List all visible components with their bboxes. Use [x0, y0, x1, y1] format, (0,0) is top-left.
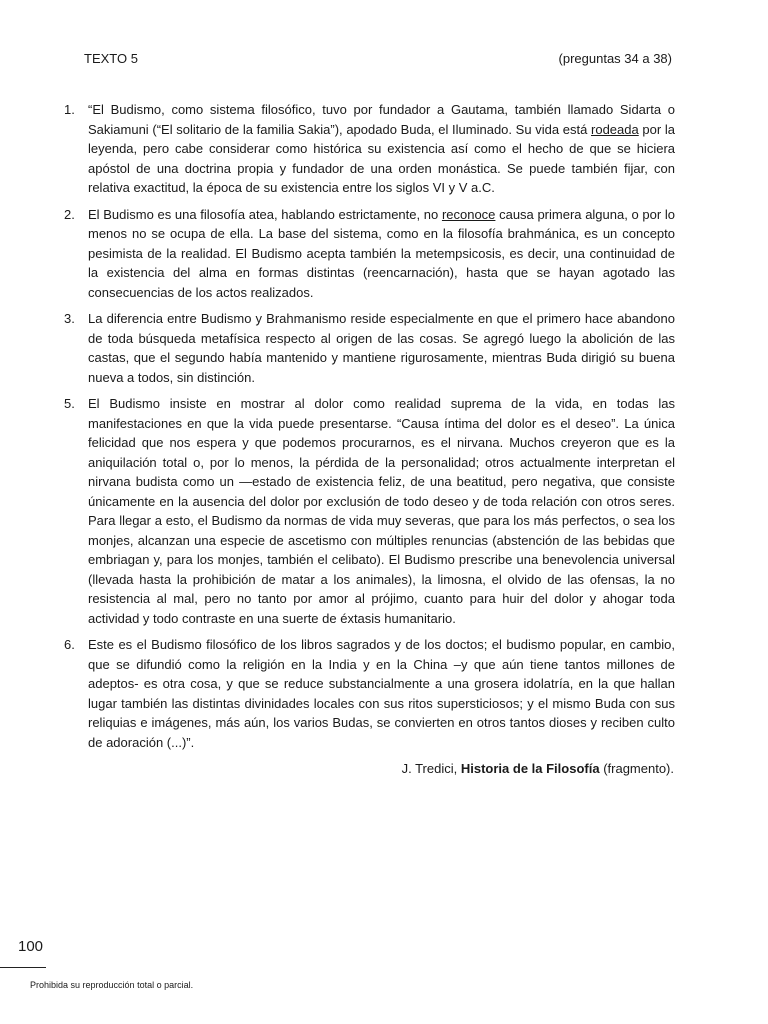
section-title: TEXTO 5: [84, 51, 138, 66]
paragraph-6: [64, 635, 675, 752]
paragraph-number: 2.: [64, 206, 75, 222]
paragraph-2: [64, 205, 675, 303]
citation: [402, 761, 674, 776]
citation-author: J. Tredici,: [401, 761, 458, 776]
paragraph-1: [64, 100, 675, 198]
paragraph-number: 5.: [64, 396, 75, 411]
footer-divider: [0, 967, 46, 968]
paragraph-number: 3.: [64, 311, 75, 326]
paragraph-3: [64, 309, 675, 387]
question-range: (preguntas 34 a 38): [558, 51, 672, 66]
paragraph-text: El Budismo es una filosofía atea, hablando estrictamente, no reconoce causa primera alguna, o por lo menos no se ocupa de ella. La base del sistema, como en la filosofía brahmánica, es un concepto pesimista de la realidad. El Budismo acepta también la metempsicosis, es decir, una continuidad de la existencia del alma en formas distintas (reencarnación), hasta que se hayan agotado las consecuencias de los actos realizados.: [88, 206, 675, 300]
paragraph-5: [64, 394, 675, 628]
copyright-notice: Prohibida su reproducción total o parcial.: [30, 980, 194, 990]
paragraph-text: Este es el Budismo filosófico de los libros sagrados y de los doctos; el budismo popular, en cambio, que se difundió como la religión en la India y en la China –y que aún tiene tantos millones de adeptos- es otra cosa, y que se reduce substancialmente a una grosera idolatría, en la que hallan lugar también las distintas divinidades locales con sus ritos supersticiosos; y el mismo Buda con sus reliquias e imágenes, más aún, los varios Budas, se convierten en otros tantos dioses y reciben culto de adoración (...)”.: [88, 637, 675, 750]
underlined-word: reconoce: [441, 206, 496, 222]
citation-work: Historia de la Filosofía: [460, 761, 600, 776]
paragraph-text: El Budismo insiste en mostrar al dolor como realidad suprema de la vida, en todas las manifestaciones en que la vida puede presentarse. “Causa íntima del dolor es el deseo”. La única felicidad que nos espera y que podemos procurarnos, es el nirvana. Muchos creyeron que es la aniquilación total o, por lo menos, la pérdida de la personalidad; otros actualmente interpretan el nirvana budista como un —estado de existencia feliz, de una beatitud, pero negativa, que consiste únicamente en la ausencia del dolor por exclusión de todo deseo y de toda relación con otros seres. Para llegar a esto, el Budismo da normas de vida muy severas, que para los más perfectos, o sea los monjes, alcanzan una especie de ascetismo con múltiples renuncias (abstención de las bebidas que embriagan y, para los monjes, también el celibato). El Budismo prescribe una benevolencia universal (llevada hasta la prohibición de matar a los animales), la limosna, el olvido de las ofensas, la no resistencia al mal, pero no tanto por amor al prójimo, cuanto para huir del dolor y ahogar toda actividad y todo contraste en una suerte de éxtasis humanitario.: [88, 396, 675, 626]
underlined-word: rodeada: [591, 121, 639, 137]
paragraph-text: “El Budismo, como sistema filosófico, tuvo por fundador a Gautama, también llamado Sidarta o Sakiamuni (“El solitario de la familia Sakia”), apodado Buda, el Iluminado. Su vida está rodeada por la leyenda, pero cabe considerar como histórica su existencia así como el hecho de que se hiciera apóstol de una doctrina propia y fundador de una orden monástica. Se puede también fijar, con relativa exactitud, la época de su existencia entre los siglos VI y V a.C.: [88, 102, 675, 195]
citation-note: (fragmento).: [603, 761, 674, 776]
paragraph-number: 1.: [64, 102, 75, 117]
paragraph-text: La diferencia entre Budismo y Brahmanismo reside especialmente en que el primero hace abandono de toda búsqueda metafísica respecto al origen de las cosas. Se agregó luego la abolición de las castas, que el segundo había mantenido y mantiene rigurosamente, mientras Buda dirigió su buena nueva a todos, sin distinción.: [88, 311, 675, 385]
page-number: 100: [18, 938, 44, 955]
text-body: [64, 100, 675, 759]
paragraph-number: 6.: [64, 637, 75, 652]
